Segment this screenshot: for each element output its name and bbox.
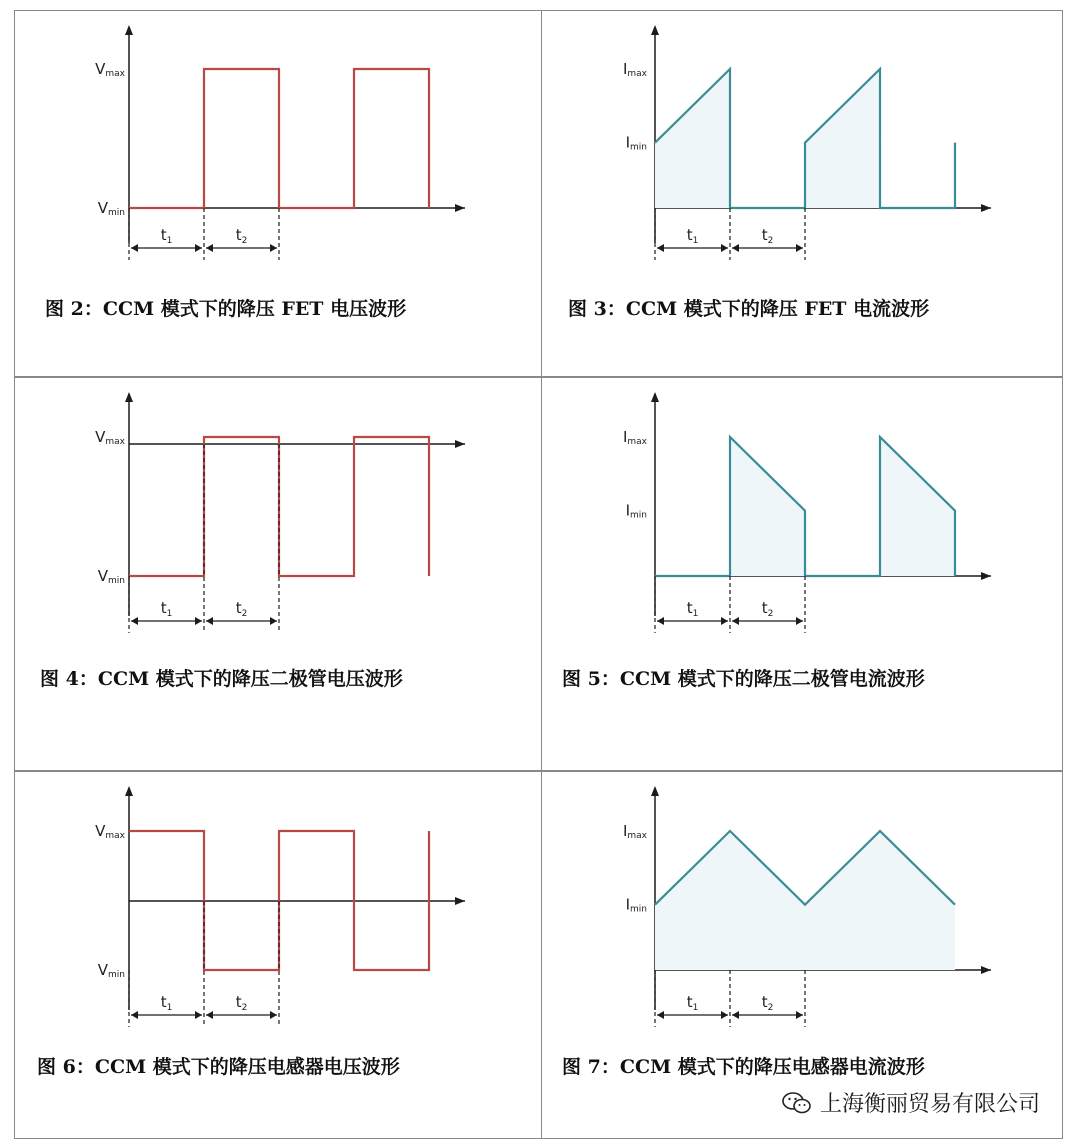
waveform-diagram-fig4 bbox=[15, 378, 543, 638]
interval-label-t2: $t_2$ bbox=[761, 599, 774, 619]
caption-fig2: 图 2：CCM 模式下的降压 FET 电压波形 bbox=[45, 298, 407, 320]
interval-label-t2: $t_2$ bbox=[235, 599, 248, 619]
interval-label-t2: $t_2$ bbox=[761, 993, 774, 1013]
arrow-left-icon bbox=[206, 244, 213, 252]
arrow-right-icon bbox=[721, 244, 728, 252]
arrow-left-icon bbox=[657, 244, 664, 252]
interval-label-t1: $t_1$ bbox=[160, 226, 173, 246]
label-vmin: Vmin bbox=[97, 961, 125, 980]
interval-label-t1: $t_1$ bbox=[686, 993, 699, 1013]
panel-fig2 bbox=[14, 10, 542, 377]
wechat-icon bbox=[782, 1091, 812, 1115]
panel-fig3 bbox=[541, 10, 1063, 377]
label-imin: Imin bbox=[625, 895, 647, 915]
arrow-right-icon bbox=[195, 617, 202, 625]
arrow-left-icon bbox=[206, 1011, 213, 1019]
y-axis-arrow-icon bbox=[125, 786, 133, 796]
label-imax: Imax bbox=[622, 428, 647, 447]
x-axis-arrow-icon bbox=[455, 204, 465, 212]
arrow-left-icon bbox=[732, 617, 739, 625]
interval-label-t1: $t_1$ bbox=[160, 599, 173, 619]
interval-label-t1: $t_1$ bbox=[686, 226, 699, 246]
interval-label-t1: $t_1$ bbox=[686, 599, 699, 619]
x-axis-arrow-icon bbox=[455, 897, 465, 905]
arrow-left-icon bbox=[131, 244, 138, 252]
panel-fig7 bbox=[541, 771, 1063, 1139]
label-vmax: Vmax bbox=[95, 428, 125, 447]
interval-label-t1: $t_1$ bbox=[160, 993, 173, 1013]
caption-fig4: 图 4：CCM 模式下的降压二极管电压波形 bbox=[40, 668, 403, 690]
arrow-right-icon bbox=[195, 1011, 202, 1019]
y-axis-arrow-icon bbox=[125, 25, 133, 35]
waveform-fill bbox=[655, 831, 955, 970]
waveform-diagram-fig3 bbox=[542, 11, 1064, 271]
caption-fig6: 图 6：CCM 模式下的降压电感器电压波形 bbox=[37, 1056, 400, 1078]
arrow-left-icon bbox=[732, 244, 739, 252]
arrow-left-icon bbox=[131, 617, 138, 625]
y-axis-arrow-icon bbox=[125, 392, 133, 402]
waveform-diagram-fig6 bbox=[15, 772, 543, 1032]
arrow-left-icon bbox=[657, 1011, 664, 1019]
label-imin: Imin bbox=[625, 501, 647, 521]
y-axis-arrow-icon bbox=[651, 392, 659, 402]
arrow-left-icon bbox=[732, 1011, 739, 1019]
y-axis-arrow-icon bbox=[651, 786, 659, 796]
arrow-right-icon bbox=[270, 244, 277, 252]
arrow-right-icon bbox=[270, 617, 277, 625]
interval-label-t2: $t_2$ bbox=[761, 226, 774, 246]
panel-fig5 bbox=[541, 377, 1063, 771]
x-axis-arrow-icon bbox=[981, 572, 991, 580]
label-vmax: Vmax bbox=[95, 822, 125, 841]
watermark bbox=[782, 1087, 1040, 1118]
arrow-right-icon bbox=[721, 617, 728, 625]
x-axis-arrow-icon bbox=[981, 966, 991, 974]
arrow-left-icon bbox=[131, 1011, 138, 1019]
caption-fig3: 图 3：CCM 模式下的降压 FET 电流波形 bbox=[568, 298, 930, 320]
label-imin: Imin bbox=[625, 133, 647, 153]
interval-label-t2: $t_2$ bbox=[235, 993, 248, 1013]
label-vmin: Vmin bbox=[97, 199, 125, 218]
arrow-right-icon bbox=[796, 244, 803, 252]
watermark-text: 上海衡丽贸易有限公司 bbox=[819, 1092, 1040, 1117]
arrow-left-icon bbox=[206, 617, 213, 625]
caption-fig7: 图 7：CCM 模式下的降压电感器电流波形 bbox=[562, 1056, 925, 1078]
x-axis-arrow-icon bbox=[455, 440, 465, 448]
x-axis-arrow-icon bbox=[981, 204, 991, 212]
label-vmax: Vmax bbox=[95, 60, 125, 79]
arrow-right-icon bbox=[270, 1011, 277, 1019]
caption-fig5: 图 5：CCM 模式下的降压二极管电流波形 bbox=[562, 668, 925, 690]
label-imax: Imax bbox=[622, 60, 647, 79]
arrow-right-icon bbox=[721, 1011, 728, 1019]
arrow-right-icon bbox=[796, 1011, 803, 1019]
label-vmin: Vmin bbox=[97, 567, 125, 586]
label-imax: Imax bbox=[622, 822, 647, 841]
panel-fig4 bbox=[14, 377, 542, 771]
waveform-diagram-fig7 bbox=[542, 772, 1064, 1032]
waveform-line bbox=[129, 69, 429, 208]
waveform-diagram-fig5 bbox=[542, 378, 1064, 638]
arrow-right-icon bbox=[796, 617, 803, 625]
arrow-left-icon bbox=[657, 617, 664, 625]
y-axis-arrow-icon bbox=[651, 25, 659, 35]
waveform-diagram-fig2 bbox=[15, 11, 543, 271]
interval-label-t2: $t_2$ bbox=[235, 226, 248, 246]
panel-fig6 bbox=[14, 771, 542, 1139]
waveform-line bbox=[129, 437, 429, 576]
arrow-right-icon bbox=[195, 244, 202, 252]
